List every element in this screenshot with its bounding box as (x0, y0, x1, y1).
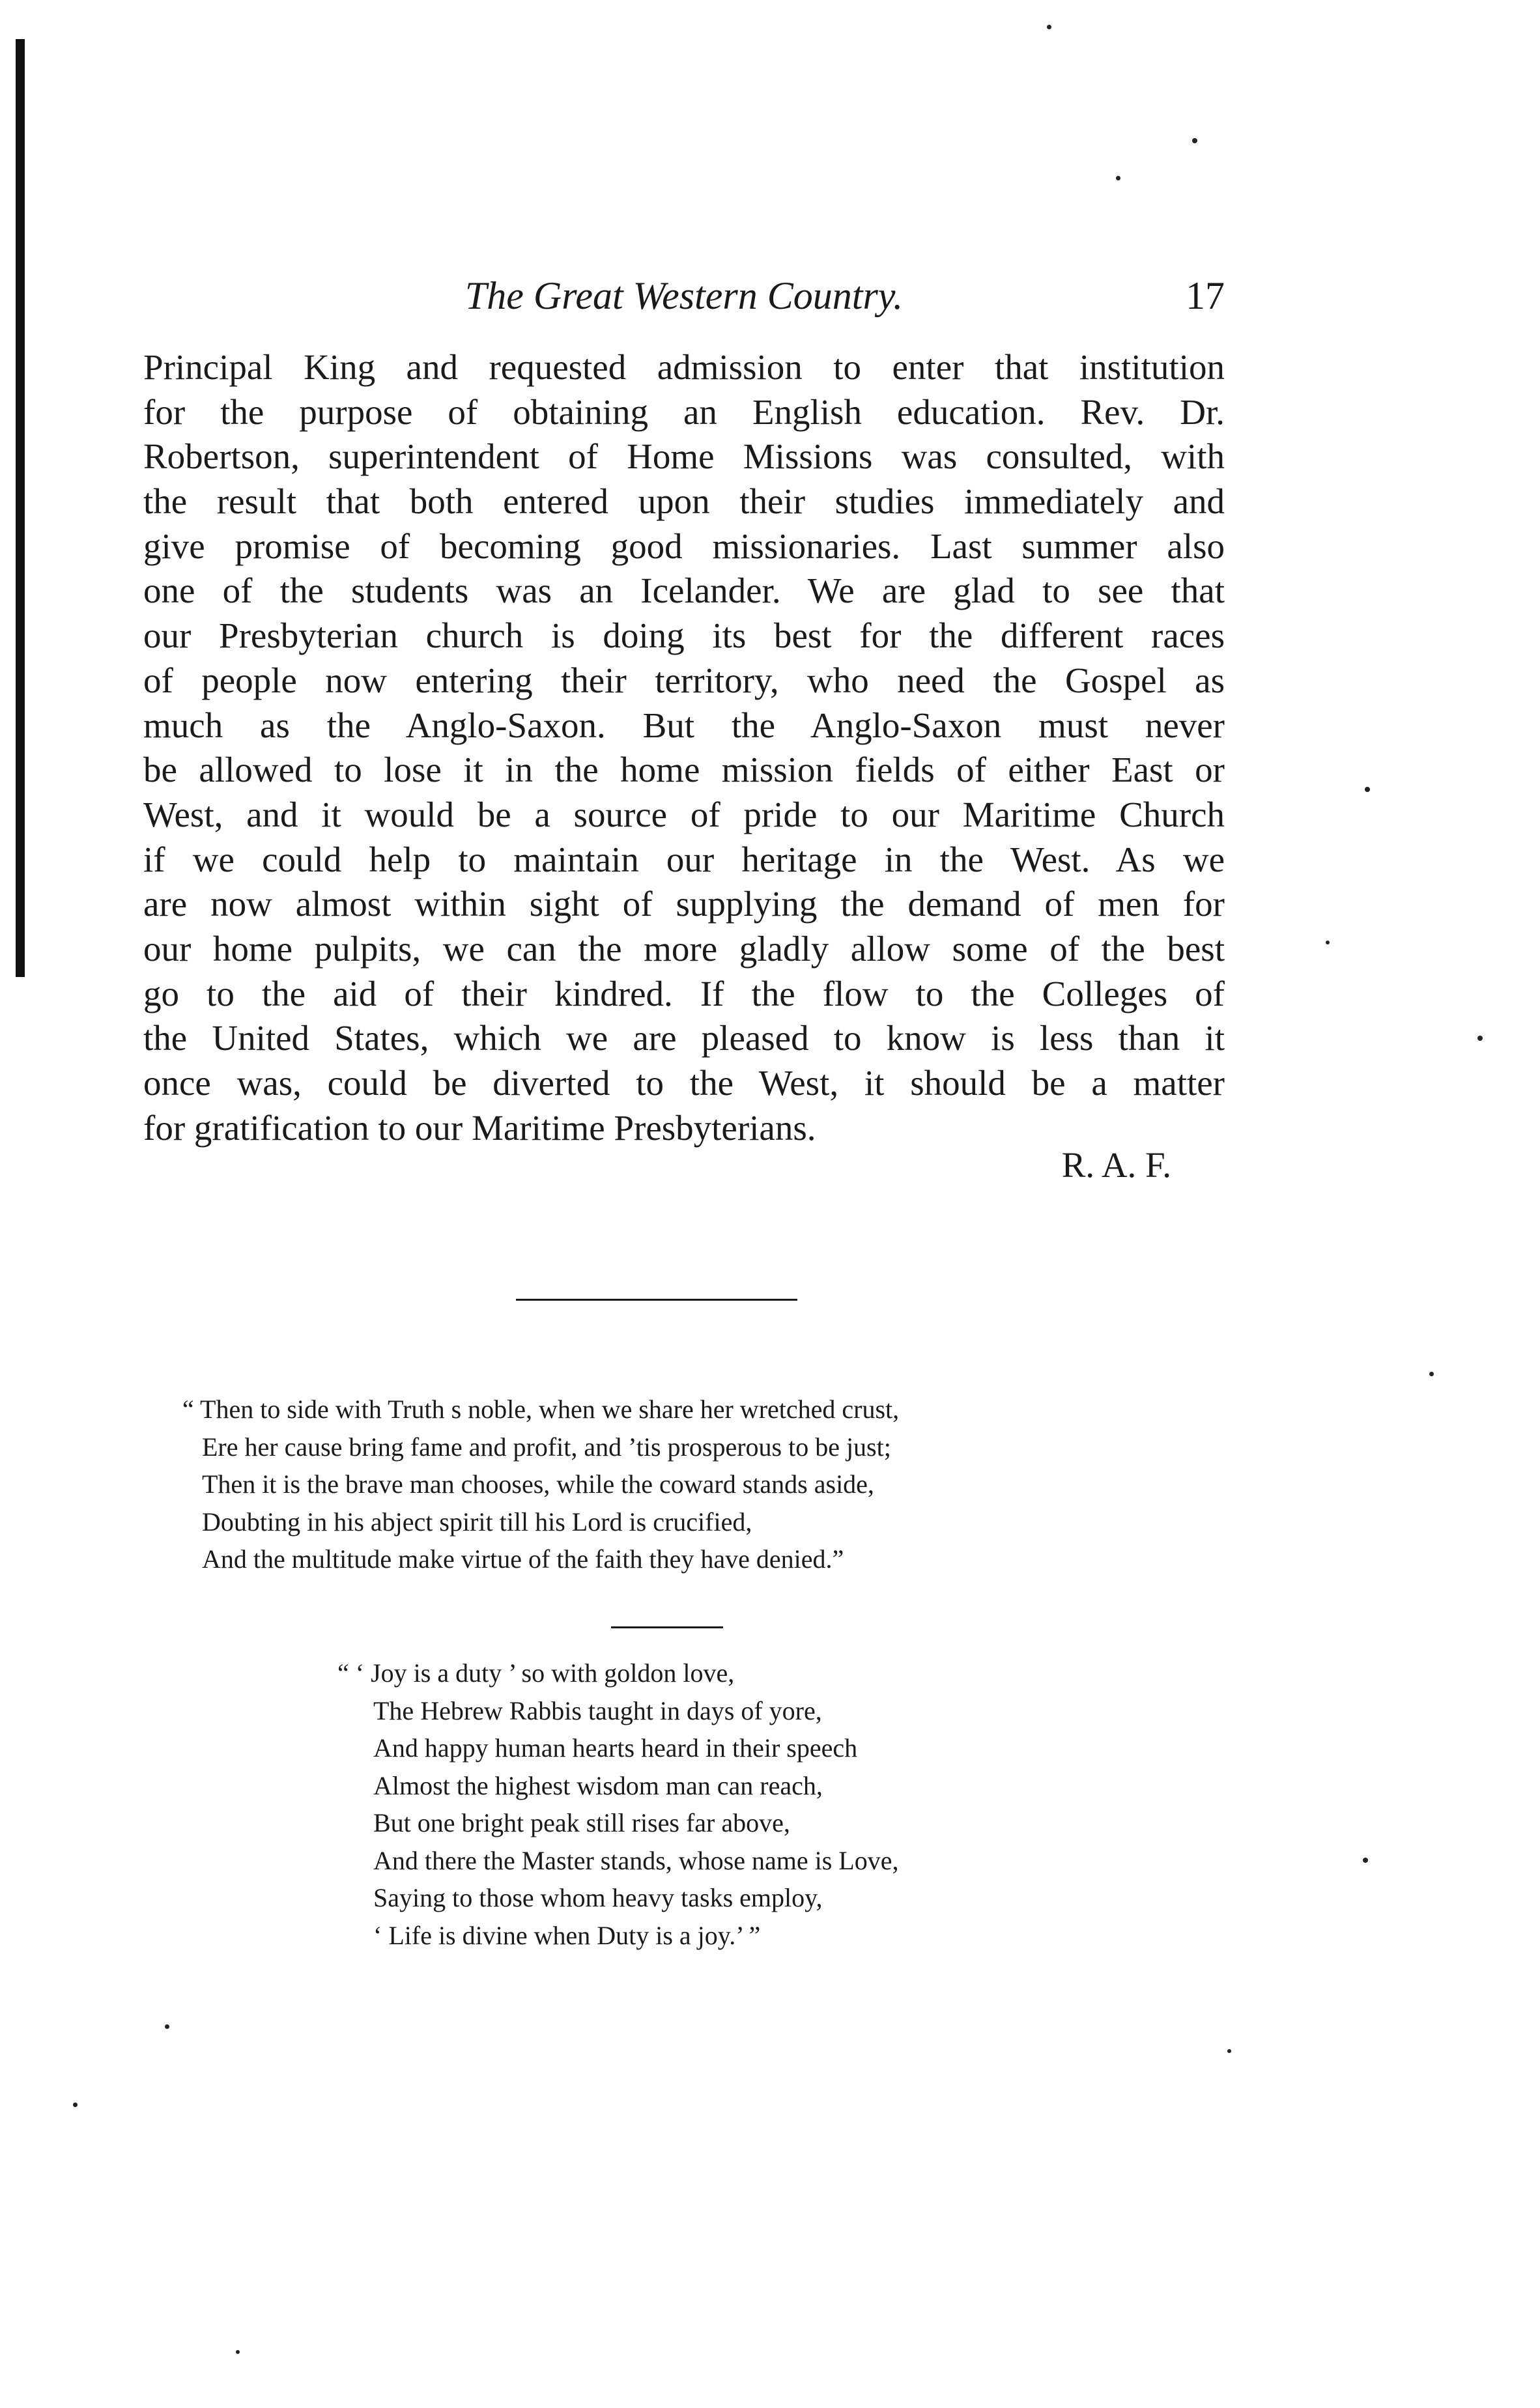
text-line: go to the aid of their kindred. If the flow to the Colleges of (143, 973, 1225, 1013)
section-divider (516, 1299, 797, 1301)
author-signature: R. A. F. (1061, 1145, 1171, 1185)
poem-line: And happy human hearts heard in their speech (373, 1733, 858, 1763)
poem-quotation (337, 1654, 899, 1954)
scan-speck (1477, 1036, 1483, 1041)
scan-speck (1326, 941, 1330, 944)
text-line: for gratification to our Maritime Presbyterians. (143, 1107, 816, 1148)
poem-line: “ Then to side with Truth s noble, when we share her wretched crust, (182, 1395, 900, 1424)
scan-speck (1047, 25, 1051, 29)
poem-divider (611, 1626, 723, 1628)
text-line: one of the students was an Icelander. We are glad to see that (143, 571, 1225, 611)
poem-line: But one bright peak still rises far above, (373, 1808, 790, 1837)
scan-speck (73, 2103, 78, 2107)
text-line: of people now entering their territory, who need the Gospel as (143, 660, 1225, 700)
scan-speck (165, 2024, 169, 2029)
text-line: the result that both entered upon their studies immediately and (143, 481, 1225, 522)
text-line: for the purpose of obtaining an English education. Rev. Dr. (143, 391, 1225, 432)
running-head (143, 270, 1225, 322)
text-line: the United States, which we are pleased to know is less than it (143, 1018, 1225, 1058)
scan-speck (1429, 1372, 1434, 1376)
scan-speck (1116, 176, 1120, 180)
poem-line: And the multitude make virtue of the faith they have denied.” (202, 1544, 844, 1574)
text-line: Robertson, superintendent of Home Missions was consulted, with (143, 436, 1225, 477)
text-line: our Presbyterian church is doing its best for the different races (143, 616, 1225, 656)
scan-speck (1192, 138, 1197, 143)
poem-quotation (182, 1391, 900, 1578)
text-line: are now almost within sight of supplying the demand of men for (143, 884, 1225, 924)
poem-line: The Hebrew Rabbis taught in days of yore, (373, 1695, 822, 1725)
text-line: West, and it would be a source of pride to our Maritime Church (143, 794, 1225, 834)
scan-speck (1365, 787, 1370, 792)
running-title: The Great Western Country. (464, 274, 904, 317)
poem-line: Ere her cause bring fame and profit, and ’tis prosperous to be just; (202, 1432, 891, 1462)
poem-line: Saying to those whom heavy tasks employ, (373, 1883, 823, 1912)
scan-speck (236, 2350, 240, 2354)
poem-line: Almost the highest wisdom man can reach, (373, 1770, 823, 1800)
poem-line: Then it is the brave man chooses, while the coward stands aside, (202, 1469, 874, 1499)
text-line: much as the Anglo-Saxon. But the Anglo-Saxon must never (143, 705, 1225, 745)
text-line: once was, could be diverted to the West, it should be a matter (143, 1063, 1225, 1103)
body-paragraph (143, 345, 1225, 1150)
poem-line: Doubting in his abject spirit till his Lord is crucified, (202, 1507, 752, 1537)
text-line: Principal King and requested admission to enter that institution (143, 347, 1225, 387)
poem-line: And there the Master stands, whose name is Love, (373, 1845, 899, 1875)
scan-speck (1227, 2049, 1231, 2053)
text-line: our home pulpits, we can the more gladly allow some of the best (143, 928, 1225, 969)
poem-line: ‘ Life is divine when Duty is a joy.’ ” (373, 1920, 761, 1950)
text-line: if we could help to maintain our heritage in the West. As we (143, 839, 1225, 879)
scan-speck (1363, 1858, 1368, 1863)
page-number: 17 (1186, 274, 1225, 317)
text-line: be allowed to lose it in the home mission fields of either East or (143, 750, 1225, 790)
text-line: give promise of becoming good missionaries. Last summer also (143, 526, 1225, 566)
poem-line: “ ‘ Joy is a duty ’ so with goldon love, (337, 1658, 735, 1688)
page-edge-shadow (16, 39, 25, 977)
